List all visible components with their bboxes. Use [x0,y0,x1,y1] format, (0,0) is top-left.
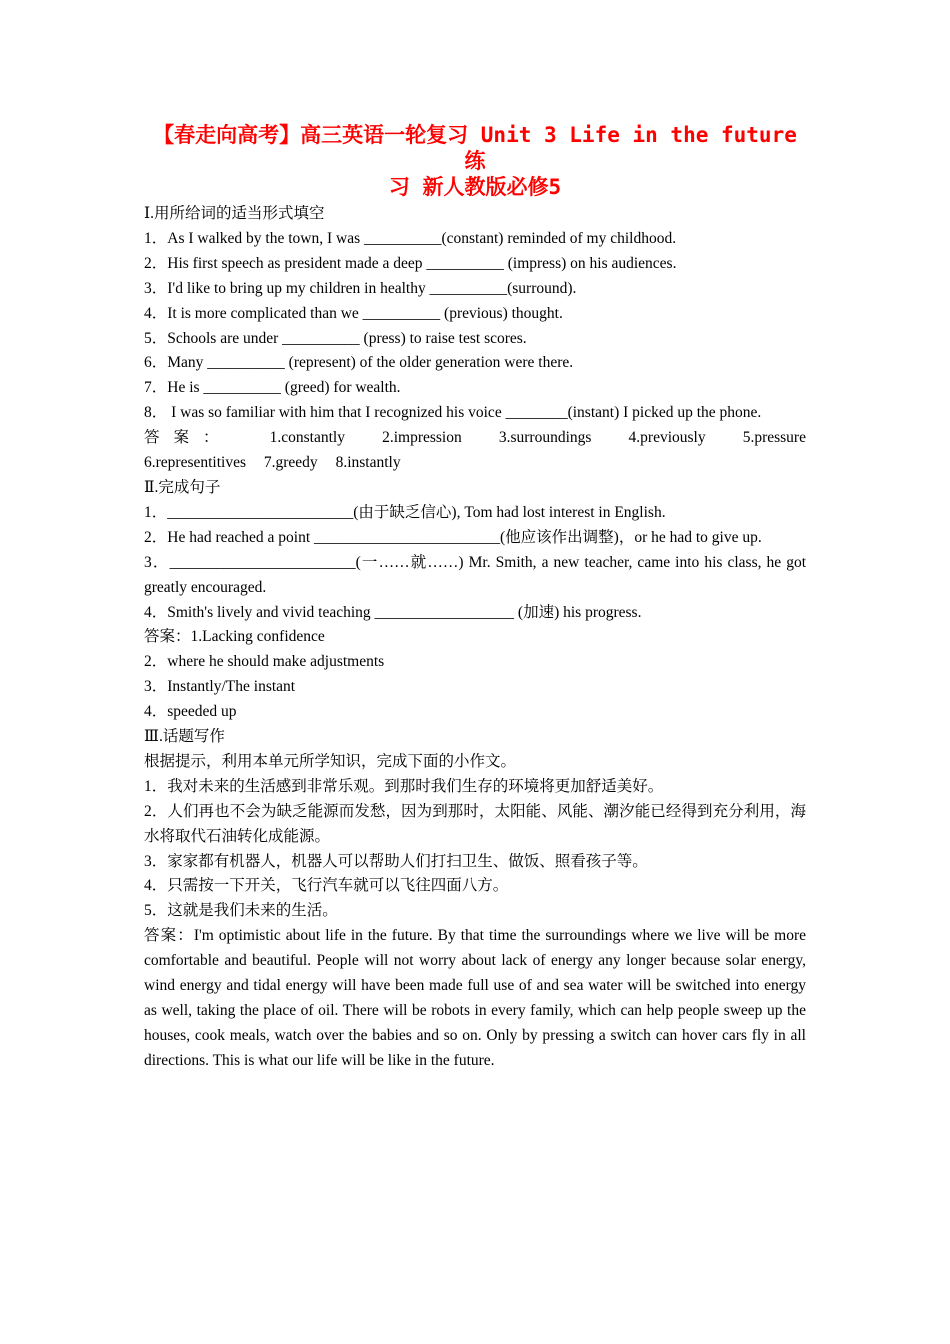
answer-item: 3.surroundings [498,429,592,447]
answer-row-2 [144,451,806,476]
writing-answer: 答案：I'm optimistic about life in the future. By that time the surroundings where we live will be more comfortable and beautiful. People will not worry about lack of energy any longer because solar energy, wind energy and tidal energy will have been made full use of and sea water will be switched into energy as well, taking the place of oil. There will be robots in every family, which can help people sweep up the houses, cook meals, watch over the babies and so on. Only by pressing a switch can hover cars fly in all directions. This is what our life will be like in the future. [144,927,806,1069]
answer-item: 2.impression [382,429,462,447]
writing-point: 2．人们再也不会为缺乏能源而发愁，因为到那时，太阳能、风能、潮汐能已经得到充分利用，海水将取代石油转化成能源。 [144,802,806,845]
answer-item: 1.constantly [269,429,345,447]
document-title [144,122,806,200]
sentence-item: 4．Smith's lively and vivid teaching __________________ (加速) his progress. [144,603,642,621]
writing-point: 4．只需按一下开关，飞行汽车就可以飞往四面八方。 [144,877,509,895]
sentence-answer: 答案：1.Lacking confidence [144,628,325,646]
title-line-1: 【春走向高考】高三英语一轮复习 Unit 3 Life in the future练 [153,123,797,173]
section-2 [144,476,806,725]
answer-label: 答案： [144,429,233,447]
writing-point: 3．家家都有机器人，机器人可以帮助人们打扫卫生、做饭、照看孩子等。 [144,852,648,870]
exercise-item: 3．I'd like to bring up my children in healthy __________(surround). [144,279,577,297]
sentence-answer: 3．Instantly/The instant [144,678,296,696]
exercise-item: 4．It is more complicated than we __________ (previous) thought. [144,304,563,322]
answer-item: 6.representitives [144,454,247,472]
exercise-item: 8． I was so familiar with him that I recognized his voice ________(instant) I picked up the phone. [144,404,762,422]
writing-intro: 根据提示，利用本单元所学知识，完成下面的小作文。 [144,752,517,770]
exercise-item: 2．His first speech as president made a deep __________ (impress) on his audiences. [144,254,677,272]
writing-point: 5．这就是我们未来的生活。 [144,902,338,920]
answer-item: 4.previously [628,429,706,447]
section-1 [144,202,806,476]
section-1-heading: Ⅰ.用所给词的适当形式填空 [144,205,325,222]
title-line-2: 习 新人教版必修5 [388,175,562,199]
sentence-answer: 2．where he should make adjustments [144,653,385,671]
section-3 [144,725,806,1074]
answer-row-1 [144,426,806,451]
section-2-heading: Ⅱ.完成句子 [144,478,221,496]
section-3-heading: Ⅲ.话题写作 [144,728,225,746]
sentence-item: 1．________________________(由于缺乏信心), Tom had lost interest in English. [144,503,666,521]
answer-item: 8.instantly [335,454,401,472]
exercise-item: 6．Many __________ (represent) of the older generation were there. [144,354,574,372]
exercise-item: 5．Schools are under __________ (press) to raise test scores. [144,329,527,347]
sentence-item: 2．He had reached a point ________________________(他应该作出调整)，or he had to give up. [144,528,762,546]
answer-item: 7.greedy [263,454,318,472]
sentence-item: 3．________________________(一……就……) Mr. Smith, a new teacher, came into his class, he got greatly encouraged. [144,553,806,596]
document-page [144,122,806,1074]
sentence-answer: 4．speeded up [144,703,237,721]
exercise-item: 1．As I walked by the town, I was __________(constant) reminded of my childhood. [144,229,677,247]
exercise-item: 7．He is __________ (greed) for wealth. [144,379,401,397]
writing-point: 1．我对未来的生活感到非常乐观。到那时我们生存的环境将更加舒适美好。 [144,777,664,795]
answer-item: 5.pressure [742,429,806,447]
